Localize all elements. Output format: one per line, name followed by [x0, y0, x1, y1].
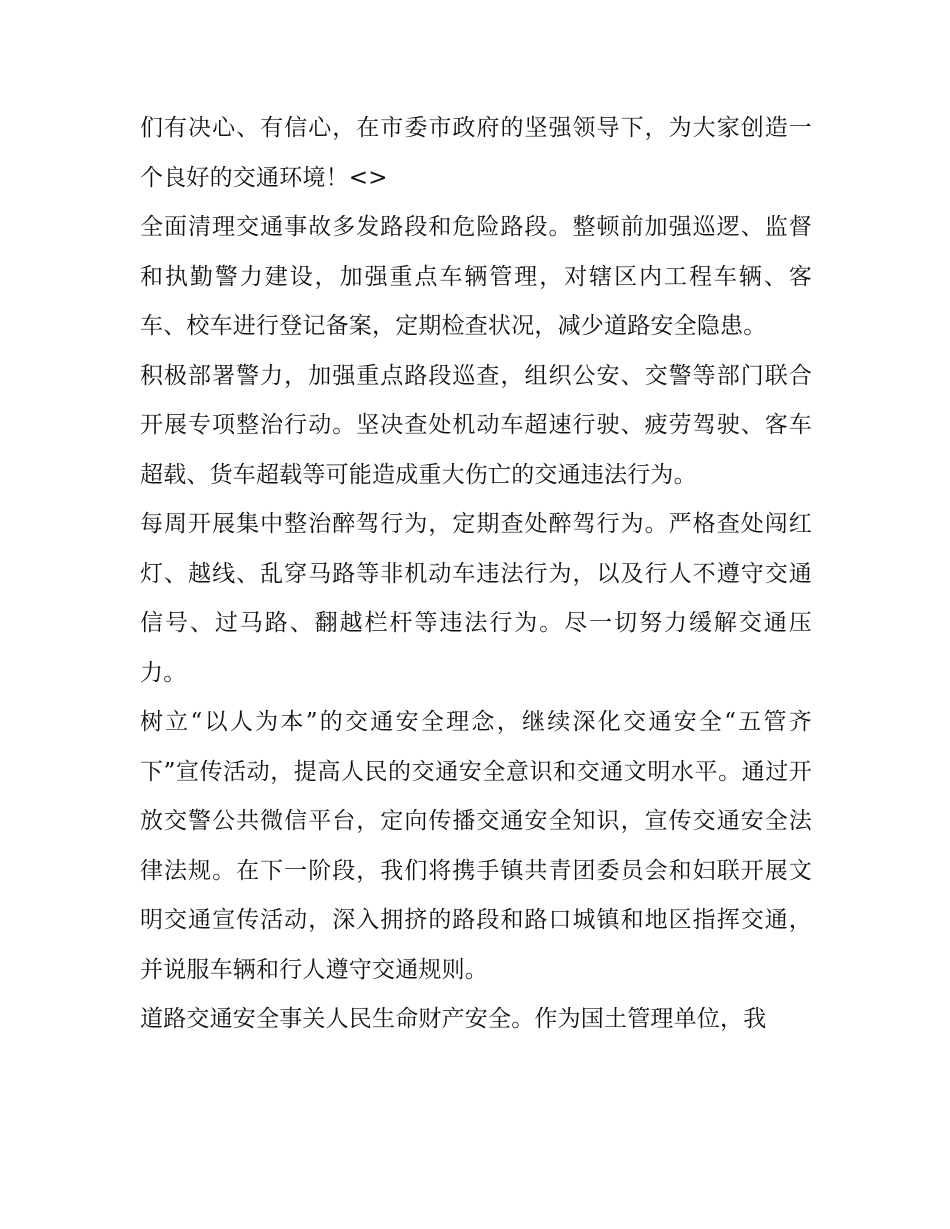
paragraph-1: 们有决心、有信心，在市委市政府的坚强领导下，为大家创造一个良好的交通环境！<>: [140, 115, 812, 191]
paragraph-4: 每周开展集中整治醉驾行为，定期查处醉驾行为。严格查处闯红灯、越线、乱穿马路等非机动车违法行为，以及行人不遵守交通信号、过马路、翻越栏杆等违法行为。尽一切努力缓解交通压力。: [140, 511, 812, 686]
paragraph-6: 道路交通安全事关人民生命财产安全。作为国土管理单位，我: [140, 1006, 767, 1032]
document-body: [140, 104, 812, 1045]
paragraph-2: 全面清理交通事故多发路段和危险路段。整顿前加强巡逻、监督和执勤警力建设，加强重点车辆管理，对辖区内工程车辆、客车、校车进行登记备案，定期检查状况，减少道路安全隐患。: [140, 214, 812, 339]
paragraph-3: 积极部署警力，加强重点路段巡查，组织公安、交警等部门联合开展专项整治行动。坚决查处机动车超速行驶、疲劳驾驶、客车超载、货车超载等可能造成重大伤亡的交通违法行为。: [140, 362, 812, 488]
paragraph-5: 树立“以人为本”的交通安全理念，继续深化交通安全“五管齐下”宣传活动，提高人民的交通安全意识和交通文明水平。通过开放交警公共微信平台，定向传播交通安全知识，宣传交通安全法律法规。在下一阶段，我们将携手镇共青团委员会和妇联开展文明交通宣传活动，深入拥挤的路段和路口城镇和地区指挥交通，并说服车辆和行人遵守交通规则。: [140, 709, 812, 983]
